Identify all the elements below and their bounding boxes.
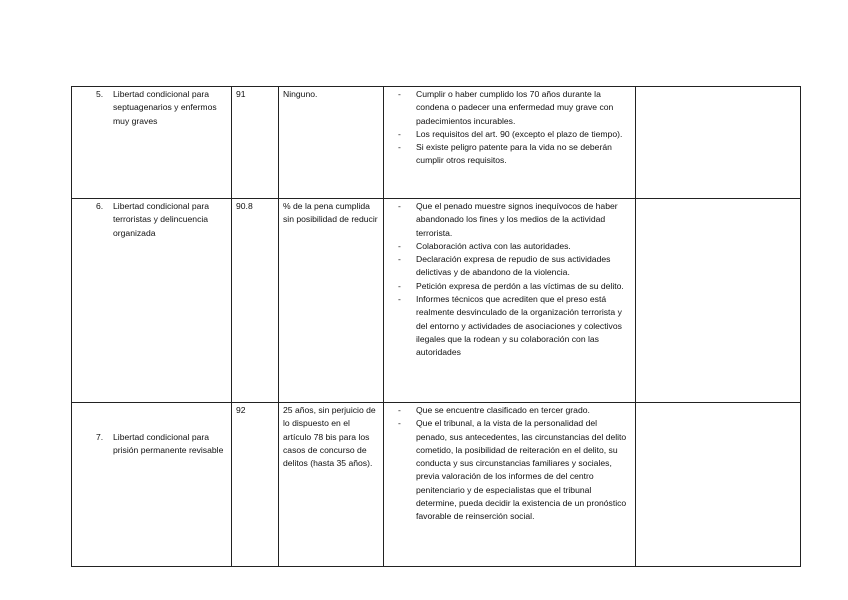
requirement-item: - Colaboración activa con las autoridades. [388,240,631,253]
requirement-item: - Si existe peligro patente para la vida no se deberán cumplir otros requisitos. [388,141,631,168]
notes-cell [636,87,801,199]
time-requirement-cell: 25 años, sin perjuicio de lo dispuesto en el artículo 78 bis para los casos de concurso de delitos (hasta 35 años). [279,403,384,567]
requirement-item: - Que el tribunal, a la vista de la personalidad del penado, sus antecedentes, las circunstancias del delito cometido, la posibilidad de reiteración en el delito, su conducta y sus circunstancias familiares y sociales, previa valoración de los informes de del centro penitenciario y de especialistas que el tribunal determine, pueda decidir la existencia de un pronóstico favorable de reinserción social. [388,417,631,523]
title-cell [72,87,232,199]
requirement-item: - Que el penado muestre signos inequívocos de haber abandonado los fines y los medios de la actividad terrorista. [388,200,631,240]
time-requirement-cell: % de la pena cumplida sin posibilidad de reducir [279,199,384,403]
requirement-item: - Petición expresa de perdón a las víctimas de su delito. [388,280,631,293]
article-cell: 92 [232,403,279,567]
requirement-item: - Declaración expresa de repudio de sus actividades delictivas y de abandono de la violencia. [388,253,631,280]
requirement-item: - Informes técnicos que acrediten que el preso está realmente desvinculado de la organización terrorista y del entorno y actividades de asociaciones y colectivos ilegales que la rodean y su colaboración con las autoridades [388,293,631,359]
requirements-list [388,200,631,360]
title-cell [72,199,232,403]
row-title: Libertad condicional para terroristas y delincuencia organizada [113,201,210,238]
row-number: 6. [96,201,104,211]
row-title: Libertad condicional para septuagenarios y enfermos muy graves [113,89,217,126]
table-row [72,403,801,567]
table-row [72,87,801,199]
row-title: Libertad condicional para prisión permanente revisable [113,432,224,456]
requirements-list [388,404,631,524]
requirements-cell [384,87,636,199]
title-cell [72,403,232,567]
requirements-cell [384,403,636,567]
notes-cell [636,199,801,403]
requirements-list [388,88,631,168]
requirement-item: - Los requisitos del art. 90 (excepto el plazo de tiempo). [388,128,631,141]
requirement-item: - Cumplir o haber cumplido los 70 años durante la condena o padecer una enfermedad muy grave con padecimientos incurables. [388,88,631,128]
legal-requirements-table [71,86,801,567]
requirement-item: - Que se encuentre clasificado en tercer grado. [388,404,631,417]
table-row [72,199,801,403]
notes-cell [636,403,801,567]
requirements-cell [384,199,636,403]
article-cell: 90.8 [232,199,279,403]
time-requirement-cell: Ninguno. [279,87,384,199]
row-number: 7. [96,432,104,442]
row-number: 5. [96,89,104,99]
article-cell: 91 [232,87,279,199]
